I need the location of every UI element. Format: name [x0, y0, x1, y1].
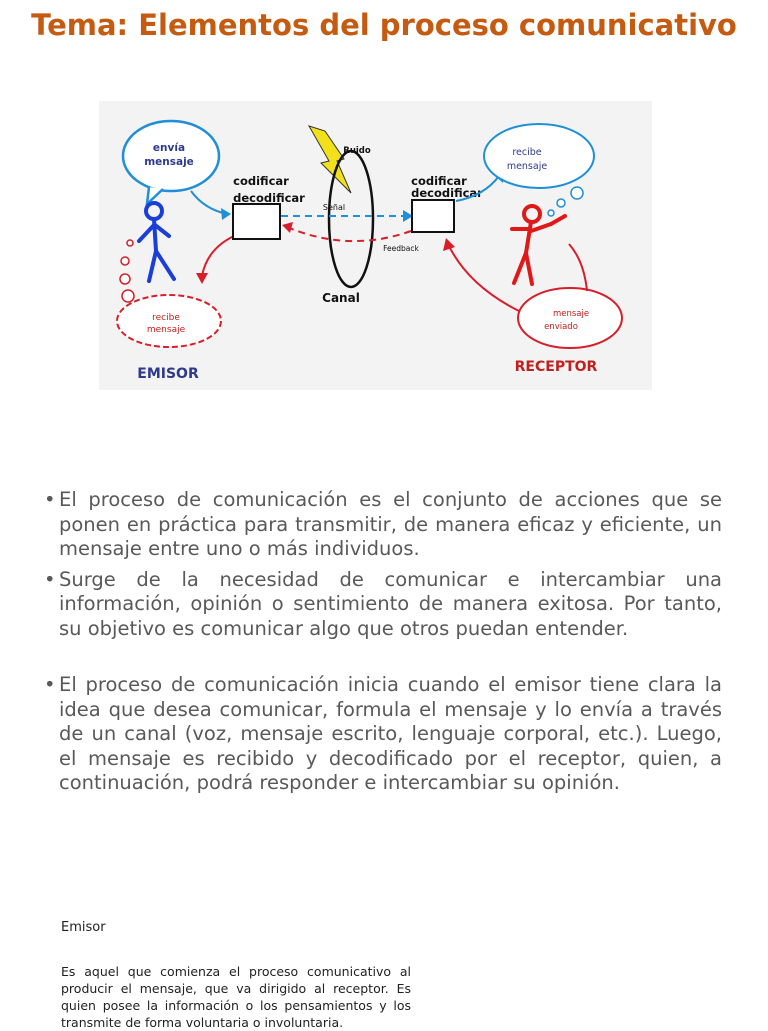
document-text: Es aquel que comienza el proceso comunicativo al producir el mensaje, que va dirigido al receptor. Es quien posee la información o los pensamientos y los transmite de forma voluntaria o involuntaria. — [61, 964, 411, 1030]
encoder-box-left — [233, 204, 280, 239]
page-title: Tema: Elementos del proceso comunicativo — [31, 8, 737, 42]
feedback-line — [287, 227, 411, 241]
ruido-label: Ruido — [343, 146, 371, 156]
recibe-mensaje-bubble-right — [484, 124, 594, 216]
emisor-figure — [139, 203, 174, 281]
canal-ellipse — [329, 151, 373, 287]
codificar-left: codificar — [233, 174, 289, 188]
communication-diagram — [99, 101, 652, 390]
envia-label-1: envía — [152, 142, 186, 154]
emisor-label: EMISOR — [137, 366, 199, 382]
recibe-left-2: mensaje — [146, 325, 186, 335]
mensaje-enviado-bubble — [518, 244, 622, 348]
envia-label-2: mensaje — [144, 156, 194, 168]
arrow-head — [221, 208, 231, 220]
envia-mensaje-bubble — [123, 121, 219, 204]
recibe-right-1: recibe — [512, 147, 542, 158]
enviado-label-2: enviado — [544, 322, 578, 332]
decodificar-left: decodificar — [233, 191, 305, 205]
noise-bolt-icon — [309, 126, 351, 193]
enviado-label-1: mensaje — [552, 309, 590, 319]
recibe-mensaje-bubble-left — [117, 295, 221, 347]
senal-label: Señal — [322, 203, 346, 212]
receptor-label: RECEPTOR — [514, 359, 598, 375]
codificar-right: codificar — [411, 174, 467, 188]
thought-dots-left — [120, 240, 134, 302]
decodificar-right: decodificar — [411, 186, 483, 200]
bullet-item: • Surge de la necesidad de comunicar e intercambiar una información, opinión o sentimiento de manera exitosa. Por tanto, su objetivo es comunicar algo que otros puedan entender. — [44, 568, 722, 642]
arrow-feedback-right — [449, 246, 519, 311]
canal-label: Canal — [322, 291, 360, 305]
encoder-box-right — [412, 200, 454, 232]
feedback-label: Feedback — [383, 244, 419, 253]
document-heading: Emisor — [61, 920, 106, 935]
arrow-feedback-left — [202, 236, 234, 276]
bullet-item: • El proceso de comunicación inicia cuando el emisor tiene clara la idea que desea comunicar, formula el mensaje y lo envía a través de un canal (voz, mensaje escrito, lenguaje corporal, etc.). Luego, el mensaje es recibido y decodificado por el receptor, quien, a continuación, podrá responder e intercambiar su opinión. — [44, 673, 722, 796]
receptor-figure — [512, 206, 565, 284]
recibe-right-2: mensaje — [506, 161, 548, 172]
bullet-item: • El proceso de comunicación es el conjunto de acciones que se ponen en práctica para transmitir, de manera eficaz y eficiente, un mensaje entre uno o más individuos. — [44, 488, 722, 562]
bullet-list — [44, 488, 722, 802]
recibe-left-1: recibe — [152, 313, 180, 323]
